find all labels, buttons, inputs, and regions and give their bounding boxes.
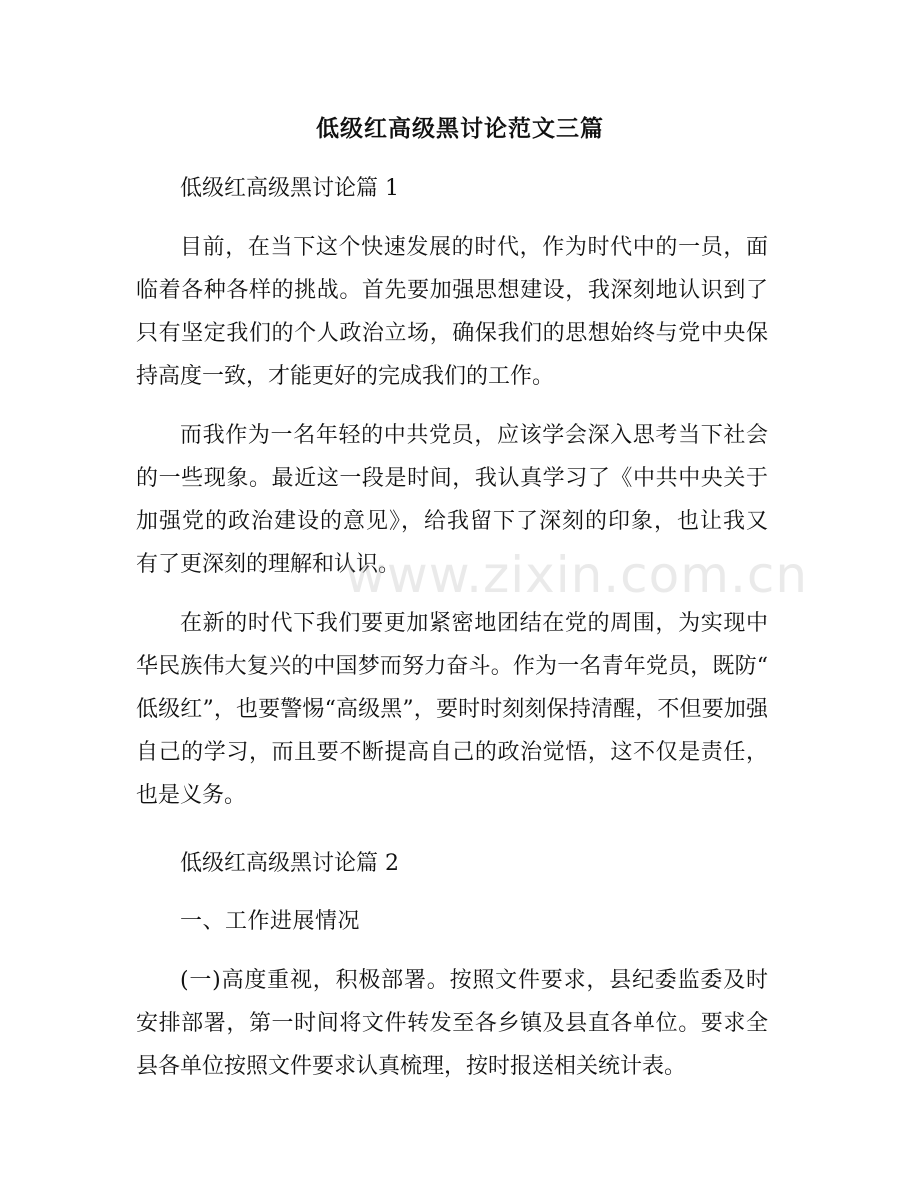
document-title: 低级红高级黑讨论范文三篇 — [316, 115, 604, 142]
paragraph-line: (一)高度重视，积极部署。按照文件要求，县纪委监委及时 — [180, 968, 768, 993]
paragraph-line: 有了更深刻的理解和认识。 — [136, 552, 401, 577]
section-2-subheading: 一、工作进展情况 — [180, 909, 361, 934]
paragraph-line: 加强党的政治建设的意见》，给我留下了深刻的印象，也让我又 — [136, 509, 768, 534]
paragraph-line: 的一些现象。最近这一段是时间，我认真学习了《中共中央关于 — [136, 466, 768, 491]
paragraph-line: 低级红”，也要警惕“高级黑”，要时时刻刻保持清醒，不但要加强 — [136, 697, 768, 722]
section-1-heading: 低级红高级黑讨论篇 1 — [180, 176, 399, 201]
watermark: www.zixin.com.cn — [345, 546, 809, 604]
paragraph-line: 目前，在当下这个快速发展的时代，作为时代中的一员，面 — [180, 235, 768, 260]
paragraph-line: 持高度一致，才能更好的完成我们的工作。 — [136, 364, 555, 389]
paragraph-line: 临着各种各样的挑战。首先要加强思想建设，我深刻地认识到了 — [136, 278, 768, 303]
paragraph-line: 也是义务。 — [136, 783, 247, 808]
paragraph-line: 县各单位按照文件要求认真梳理，按时报送相关统计表。 — [136, 1054, 687, 1079]
section-2-heading: 低级红高级黑讨论篇 2 — [180, 851, 399, 876]
paragraph-line: 在新的时代下我们要更加紧密地团结在党的周围，为实现中 — [180, 611, 768, 636]
paragraph-line: 而我作为一名年轻的中共党员，应该学会深入思考当下社会 — [180, 423, 768, 448]
paragraph-line: 自己的学习，而且要不断提高自己的政治觉悟，这不仅是责任， — [136, 740, 768, 765]
paragraph-line: 华民族伟大复兴的中国梦而努力奋斗。作为一名青年党员，既防“ — [136, 654, 768, 679]
paragraph-line: 只有坚定我们的个人政治立场，确保我们的思想始终与党中央保 — [136, 321, 768, 346]
paragraph-line: 安排部署，第一时间将文件转发至各乡镇及县直各单位。要求全 — [136, 1011, 768, 1036]
